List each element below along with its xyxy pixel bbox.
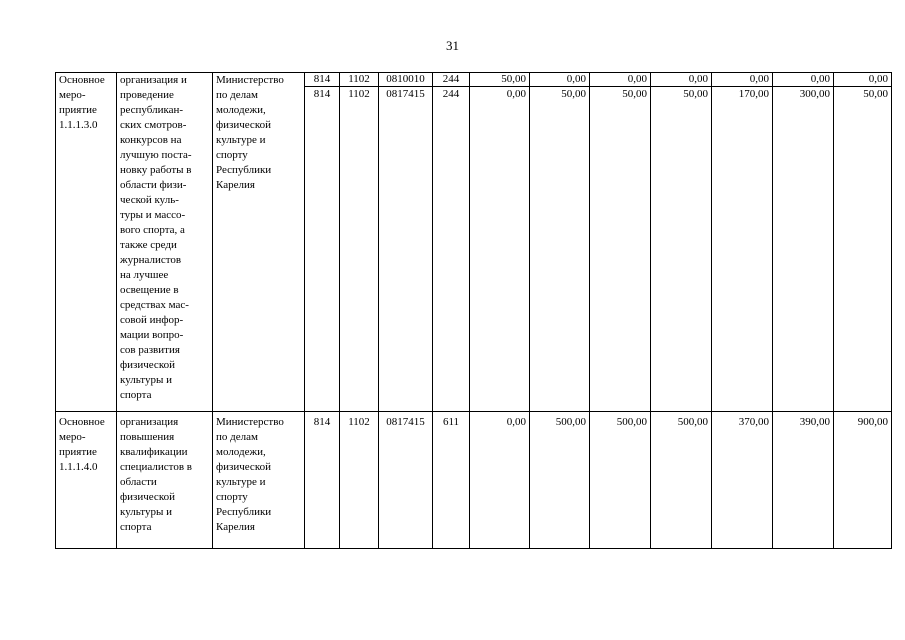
amount-cell: 0,00	[470, 412, 530, 549]
activity-type-cell	[56, 73, 117, 412]
table-row	[56, 412, 892, 549]
activity-type-line: 1.1.1.3.0	[59, 119, 98, 131]
amount-cell: 390,00	[773, 412, 834, 549]
activity-name-line: организация	[120, 416, 179, 428]
executor-line: физической	[216, 119, 271, 131]
amount-cell: 500,00	[590, 412, 651, 549]
activity-name-line: журналистов	[120, 254, 182, 266]
activity-name-line: квалификации	[120, 446, 188, 458]
executor-line: спорту	[216, 149, 248, 161]
rzpr-code: 1102	[340, 87, 379, 412]
executor-line: культуре и	[216, 476, 266, 488]
grbs-code: 814	[305, 412, 340, 549]
activity-name-line: культуры и	[120, 374, 172, 386]
activity-name-line: ческой куль-	[120, 194, 179, 206]
executor-line: молодежи,	[216, 446, 266, 458]
activity-type-cell	[56, 412, 117, 549]
amount-cell: 0,00	[651, 73, 712, 87]
amount-cell: 500,00	[651, 412, 712, 549]
activity-name-line: области физи-	[120, 179, 187, 191]
amount-cell: 370,00	[712, 412, 773, 549]
activity-name-line: туры и массо-	[120, 209, 186, 221]
activity-name-line: на лучшее	[120, 269, 169, 281]
activity-name-line: вого спорта, а	[120, 224, 185, 236]
activity-type-line: приятие	[59, 446, 97, 458]
executor-line: по делам	[216, 431, 258, 443]
vr-code: 244	[433, 73, 470, 87]
activity-name-line: конкурсов на	[120, 134, 182, 146]
amount-cell: 50,00	[470, 73, 530, 87]
amount-cell: 0,00	[712, 73, 773, 87]
activity-name-line: физической	[120, 359, 175, 371]
activity-name-line: республикан-	[120, 104, 184, 116]
activity-type-line: 1.1.1.4.0	[59, 461, 98, 473]
amount-cell: 0,00	[470, 87, 530, 412]
executor-line: по делам	[216, 89, 258, 101]
executor-line: Министерство	[216, 416, 284, 428]
activity-name-line: спорта	[120, 521, 152, 533]
page-number: 31	[446, 38, 459, 53]
activity-type-line: меро-	[59, 89, 86, 101]
amount-cell: 900,00	[834, 412, 892, 549]
activity-name-cell	[117, 412, 213, 549]
activity-name-line: спорта	[120, 389, 152, 401]
activity-name-line: мации вопро-	[120, 329, 184, 341]
activity-name-line: лучшую поста-	[120, 149, 192, 161]
activity-name-line: средствах мас-	[120, 299, 189, 311]
executor-line: спорту	[216, 491, 248, 503]
executor-line: Республики	[216, 506, 272, 518]
activity-name-line: физической	[120, 491, 175, 503]
executor-cell	[213, 412, 305, 549]
executor-line: молодежи,	[216, 104, 266, 116]
rzpr-code: 1102	[340, 73, 379, 87]
activity-name-line: сов развития	[120, 344, 180, 356]
amount-cell: 0,00	[590, 73, 651, 87]
amount-cell: 0,00	[530, 73, 590, 87]
executor-line: Карелия	[216, 179, 255, 191]
activity-name-line: совой инфор-	[120, 314, 184, 326]
amount-cell: 0,00	[834, 73, 892, 87]
activity-name-line: области	[120, 476, 157, 488]
executor-cell	[213, 73, 305, 412]
amount-cell: 300,00	[773, 87, 834, 412]
activity-type-line: меро-	[59, 431, 86, 443]
executor-line: Республики	[216, 164, 272, 176]
amount-cell: 50,00	[651, 87, 712, 412]
activity-type-line: Основное	[59, 416, 105, 428]
amount-cell: 170,00	[712, 87, 773, 412]
executor-line: культуре и	[216, 134, 266, 146]
table-row	[56, 73, 892, 87]
activity-name-line: специалистов в	[120, 461, 192, 473]
executor-line: Карелия	[216, 521, 255, 533]
grbs-code: 814	[305, 87, 340, 412]
vr-code: 611	[433, 412, 470, 549]
activity-name-line: освещение в	[120, 284, 179, 296]
amount-cell: 0,00	[773, 73, 834, 87]
grbs-code: 814	[305, 73, 340, 87]
amount-cell: 50,00	[834, 87, 892, 412]
activity-name-line: повышения	[120, 431, 175, 443]
amount-cell: 500,00	[530, 412, 590, 549]
activity-name-line: культуры и	[120, 506, 172, 518]
activity-name-line: ских смотров-	[120, 119, 187, 131]
rzpr-code: 1102	[340, 412, 379, 549]
csr-code: 0810010	[379, 73, 433, 87]
activity-name-line: организация и	[120, 74, 187, 86]
vr-code: 244	[433, 87, 470, 412]
activity-type-line: приятие	[59, 104, 97, 116]
amount-cell: 50,00	[590, 87, 651, 412]
amount-cell: 50,00	[530, 87, 590, 412]
executor-line: Министерство	[216, 74, 284, 86]
activity-name-line: новку работы в	[120, 164, 192, 176]
budget-table	[55, 72, 892, 549]
activity-type-line: Основное	[59, 74, 105, 86]
activity-name-cell	[117, 73, 213, 412]
activity-name-line: проведение	[120, 89, 174, 101]
csr-code: 0817415	[379, 412, 433, 549]
executor-line: физической	[216, 461, 271, 473]
csr-code: 0817415	[379, 87, 433, 412]
activity-name-line: также среди	[120, 239, 177, 251]
